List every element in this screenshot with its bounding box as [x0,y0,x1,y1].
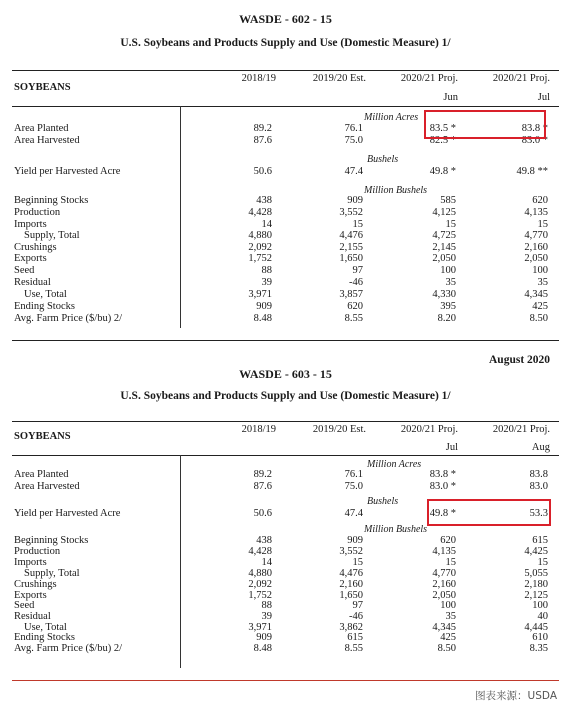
row-label: Residual [14,277,51,288]
table-cell: 585 [440,195,456,206]
table-cell: 3,971 [248,289,272,300]
table-cell: 82.5 * [429,135,456,146]
table-cell: 15 [352,219,363,230]
table-cell: 4,770 [524,230,548,241]
report-id-1: WASDE - 602 - 15 [239,12,332,26]
table-cell: 53.3 [529,508,548,519]
table-cell: -46 [349,611,363,622]
table-cell: 620 [532,195,548,206]
table-cell: 83.5 * [429,123,456,134]
table-cell: 1,650 [339,253,363,264]
table-cell: 76.1 [344,469,363,480]
row-label: Ending Stocks [14,301,75,312]
table-cell: 4,428 [248,546,272,557]
table-cell: 50.6 [253,166,272,177]
row-label: Supply, Total [24,230,80,241]
table-cell: 8.50 [529,313,548,324]
unit-million-bushels-2: Million Bushels [364,524,428,535]
table-cell: 89.2 [253,123,272,134]
table-cell: 4,135 [432,546,456,557]
table-cell: 83.0 * [429,481,456,492]
table-cell: 3,857 [339,289,363,300]
highlight-yield-change [427,499,551,526]
col-head-1-3: 2020/21 Proj. [492,73,550,84]
table-cell: 47.4 [344,166,363,177]
column-divider-2 [180,455,181,668]
header-rule-2 [12,455,559,456]
row-label: Area Harvested [14,135,80,146]
table-cell: 87.6 [253,135,272,146]
header-rule-1 [12,106,559,107]
table-cell: 76.1 [344,123,363,134]
row-label: Yield per Harvested Acre [14,166,121,177]
table-cell: 83.0 * [521,135,548,146]
table-cell: 438 [256,535,272,546]
table-cell: 2,092 [248,242,272,253]
table-cell: 620 [440,535,456,546]
table-cell: 15 [537,557,548,568]
table-cell: 49.8 ** [516,166,548,177]
table-cell: -46 [349,277,363,288]
table-cell: 4,345 [524,289,548,300]
table-cell: 75.0 [344,135,363,146]
table-cell: 2,050 [524,253,548,264]
table-cell: 15 [445,219,456,230]
report-date: August 2020 [489,354,551,366]
table-cell: 5,055 [524,568,548,579]
table-cell: 1,650 [339,590,363,601]
table-cell: 83.0 [529,481,548,492]
table-cell: 97 [352,265,363,276]
table-cell: 2,160 [432,579,456,590]
unit-bushels-1: Bushels [367,154,399,165]
row-label: Imports [14,219,47,230]
table-cell: 35 [445,277,456,288]
row-label: Use, Total [24,289,67,300]
table-cell: 3,552 [339,546,363,557]
table-cell: 39 [261,277,272,288]
table-cell: 49.8 * [429,508,456,519]
table-cell: 100 [532,600,548,611]
table-cell: 4,770 [432,568,456,579]
table-cell: 87.6 [253,481,272,492]
table-cell: 2,180 [524,579,548,590]
table-cell: 425 [532,301,548,312]
row-label: Crushings [14,242,57,253]
table-cell: 15 [445,557,456,568]
row-label: Ending Stocks [14,632,75,643]
table-cell: 909 [256,301,272,312]
row-label: Production [14,546,61,557]
unit-acres-2: Million Acres [367,459,422,470]
row-label: Avg. Farm Price ($/bu) 2/ [14,313,122,324]
col-head-2-0: 2018/19 [241,424,276,435]
row-label: Seed [14,265,35,276]
table-cell: 909 [256,632,272,643]
table-cell: 75.0 [344,481,363,492]
section-header-2: SOYBEANS [14,431,71,442]
table-cell: 4,445 [524,622,548,633]
table-cell: 8.48 [253,643,272,654]
table-cell: 35 [537,277,548,288]
col-head-1-1: 2019/20 Est. [312,73,366,84]
table-cell: 4,428 [248,207,272,218]
table-cell: 8.20 [437,313,456,324]
unit-acres-1: Million Acres [364,112,419,123]
table-cell: 8.55 [344,643,363,654]
table-cell: 909 [347,195,363,206]
table-cell: 88 [261,265,272,276]
table-cell: 89.2 [253,469,272,480]
col-head-1-0: 2018/19 [241,73,276,84]
table-cell: 83.8 [529,469,548,480]
table-cell: 610 [532,632,548,643]
col-head-1-2: 2020/21 Proj. [400,73,458,84]
table-cell: 2,160 [339,579,363,590]
table-cell: 4,476 [339,568,363,579]
table-cell: 4,880 [248,230,272,241]
table-cell: 50.6 [253,508,272,519]
table-cell: 615 [347,632,363,643]
table-cell: 1,752 [248,590,272,601]
table-cell: 3,552 [339,207,363,218]
table-cell: 39 [261,611,272,622]
col-head-2-1: 2019/20 Est. [312,424,366,435]
table-cell: 438 [256,195,272,206]
row-label: Exports [14,253,47,264]
row-label: Crushings [14,579,57,590]
table-cell: 47.4 [344,508,363,519]
table-cell: 35 [445,611,456,622]
table-top-rule-1 [12,70,559,71]
row-label: Area Planted [14,123,69,134]
table-cell: 2,050 [432,590,456,601]
row-label: Beginning Stocks [14,535,89,546]
table-cell: 4,425 [524,546,548,557]
table-title-2: U.S. Soybeans and Products Supply and Use (Domestic Measure) 1/ [120,390,451,402]
row-label: Beginning Stocks [14,195,89,206]
col-sub-1-3: Jul [537,92,550,103]
table-cell: 100 [440,265,456,276]
table-bottom-rule-1 [12,340,559,341]
table-cell: 4,345 [432,622,456,633]
table-cell: 97 [352,600,363,611]
column-divider-1 [180,106,181,328]
source-note: 图表来源：USDA [475,690,557,702]
table-cell: 40 [537,611,548,622]
highlight-area-planted-change [424,110,546,139]
table-cell: 425 [440,632,456,643]
unit-bushels-2: Bushels [367,496,399,507]
table-cell: 8.35 [529,643,548,654]
col-sub-2-2: Jul [445,442,458,453]
row-label: Area Harvested [14,481,80,492]
table-cell: 1,752 [248,253,272,264]
footer-rule [12,680,559,681]
table-cell: 2,160 [524,242,548,253]
table-cell: 4,476 [339,230,363,241]
report-id-2: WASDE - 603 - 15 [239,367,332,381]
row-label: Imports [14,557,47,568]
table-title-1: U.S. Soybeans and Products Supply and Use (Domestic Measure) 1/ [120,37,451,49]
table-cell: 88 [261,600,272,611]
table-cell: 15 [537,219,548,230]
table-cell: 3,971 [248,622,272,633]
col-sub-1-2: Jun [443,92,458,103]
table-cell: 83.8 * [521,123,548,134]
row-label: Yield per Harvested Acre [14,508,121,519]
table-cell: 909 [347,535,363,546]
table-cell: 4,135 [524,207,548,218]
table-top-rule-2 [12,421,559,422]
table-cell: 2,050 [432,253,456,264]
table-cell: 8.55 [344,313,363,324]
table-cell: 100 [440,600,456,611]
row-label: Residual [14,611,51,622]
row-label: Exports [14,590,47,601]
table-cell: 8.48 [253,313,272,324]
row-label: Supply, Total [24,568,80,579]
table-cell: 14 [261,219,272,230]
table-cell: 395 [440,301,456,312]
table-cell: 49.8 * [429,166,456,177]
table-cell: 15 [352,557,363,568]
table-cell: 4,725 [432,230,456,241]
table-cell: 83.8 * [429,469,456,480]
section-header-1: SOYBEANS [14,82,71,93]
table-cell: 4,330 [432,289,456,300]
table-cell: 2,092 [248,579,272,590]
col-head-2-3: 2020/21 Proj. [492,424,550,435]
row-label: Avg. Farm Price ($/bu) 2/ [14,643,122,654]
row-label: Seed [14,600,35,611]
table-cell: 2,155 [339,242,363,253]
table-cell: 2,125 [524,590,548,601]
table-cell: 3,862 [339,622,363,633]
unit-million-bushels-1: Million Bushels [364,185,428,196]
table-cell: 615 [532,535,548,546]
table-cell: 100 [532,265,548,276]
col-head-2-2: 2020/21 Proj. [400,424,458,435]
table-cell: 4,880 [248,568,272,579]
table-cell: 620 [347,301,363,312]
table-cell: 8.50 [437,643,456,654]
table-cell: 14 [261,557,272,568]
row-label: Production [14,207,61,218]
table-cell: 4,125 [432,207,456,218]
row-label: Use, Total [24,622,67,633]
table-cell: 2,145 [432,242,456,253]
col-sub-2-3: Aug [531,442,550,453]
row-label: Area Planted [14,469,69,480]
